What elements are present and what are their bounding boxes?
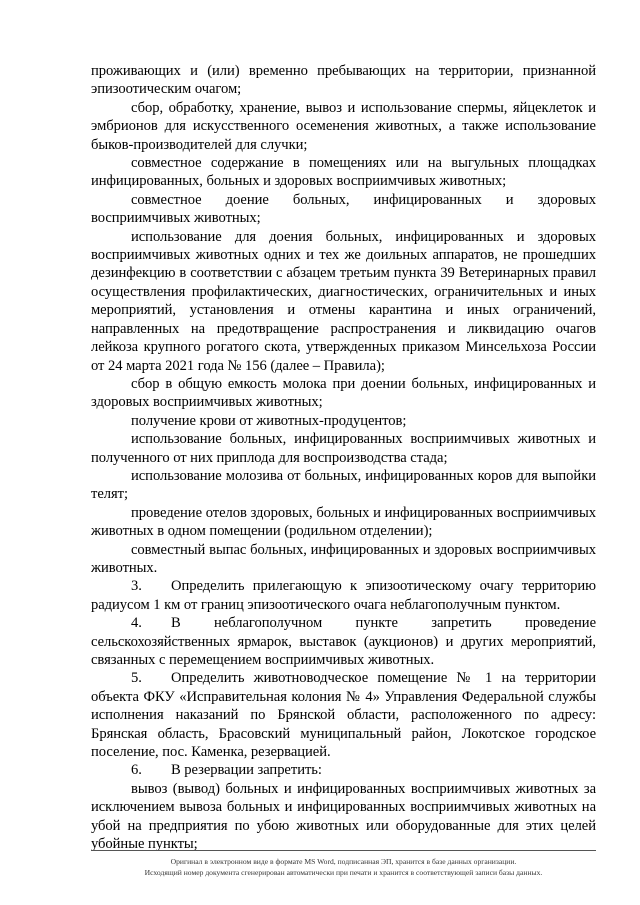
list-item-semen-embryos: сбор, обработку, хранение, вывоз и использование спермы, яйцеклеток и эмбрионов для искусственного осеменения животных, а также использование быков-производителей для случки; — [91, 99, 596, 153]
numbered-item-6 — [91, 761, 596, 779]
footer-line-1: Оригинал в электронном виде в формате MS Word, подписанная ЭП, хранится в базе данных организации. — [170, 857, 517, 866]
list-item-joint-keeping: совместное содержание в помещениях или на выгульных площадках инфицированных, больных и здоровых восприимчивых животных; — [91, 155, 596, 190]
item-text: Определить животноводческое помещение № 1 на территории объекта ФКУ «Исправительная колония № 4» Управления Федеральной службы исполнения наказаний по Брянской области, расположенного по адресу: Брянская область, Брасовский муниципальный район, Локотское городское поселение, пос. Каменка, резервацией. — [91, 670, 596, 761]
list-item-colostrum: использование молозива от больных, инфицированных коров для выпойки телят; — [91, 467, 596, 503]
item-number: 3. — [131, 578, 142, 595]
list-item-milking-apparatus: использование для доения больных, инфицированных и здоровых восприимчивых животных одних и тех же доильных аппаратов, не прошедших дезинфекцию в соответствии с абзацем третьим пункта 39 Ветеринарных правил осуществления профилактических, диагностических, ограничительных и иных мероприятий, установления и отмены карантина и иных ограничений, направленных на предотвращение распространения и ликвидацию очагов лейкоза крупного рогатого скота, утвержденных приказом Минсельхоза России от 24 марта 2021 года № 156 (далее – Правила); — [91, 228, 596, 374]
document-body — [91, 62, 596, 853]
list-item-export-ban: вывоз (вывод) больных и инфицированных восприимчивых животных за исключением вывоза больных и инфицированных восприимчивых животных на убой на предприятия по убою животных или оборудованные для этих целей убойные пункты; — [91, 780, 596, 853]
item-text: Определить прилегающую к эпизоотическому очагу территорию радиусом 1 км от границ эпизоотического очага неблагополучным пунктом. — [91, 578, 596, 613]
list-item-milk-collection: сбор в общую емкость молока при доении больных, инфицированных и здоровых восприимчивых животных; — [91, 375, 596, 411]
page-footer — [91, 856, 596, 878]
item-number: 5. — [131, 670, 142, 687]
numbered-item-5 — [91, 669, 596, 761]
list-item-blood-collection: получение крови от животных-продуцентов; — [131, 412, 407, 429]
list-item-reproduction: использование больных, инфицированных восприимчивых животных и полученного от них приплода для воспроизводства стада; — [91, 431, 596, 466]
list-item-joint-milking: совместное доение больных, инфицированных и здоровых восприимчивых животных; — [91, 191, 596, 227]
footer-line-2: Исходящий номер документа сгенерирован автоматически при печати и хранится в соответствующей записи базы данных. — [144, 868, 543, 877]
list-item-calving: проведение отелов здоровых, больных и инфицированных восприимчивых животных в одном помещении (родильном отделении); — [91, 504, 596, 540]
item-text: В резервации запретить: — [171, 762, 322, 779]
numbered-item-3 — [91, 577, 596, 614]
item-number: 4. — [131, 615, 142, 632]
footer-divider — [91, 850, 596, 851]
item-number: 6. — [131, 762, 142, 779]
list-item-joint-grazing: совместный выпас больных, инфицированных и здоровых восприимчивых животных. — [91, 541, 596, 576]
numbered-item-4 — [91, 614, 596, 669]
item-text: В неблагополучном пункте запретить проведение сельскохозяйственных ярмарок, выставок (аукционов) и других мероприятий, связанных с перемещением восприимчивых животных. — [91, 615, 596, 668]
paragraph-continuation: проживающих и (или) временно пребывающих на территории, признанной эпизоотическим очагом; — [91, 63, 596, 98]
